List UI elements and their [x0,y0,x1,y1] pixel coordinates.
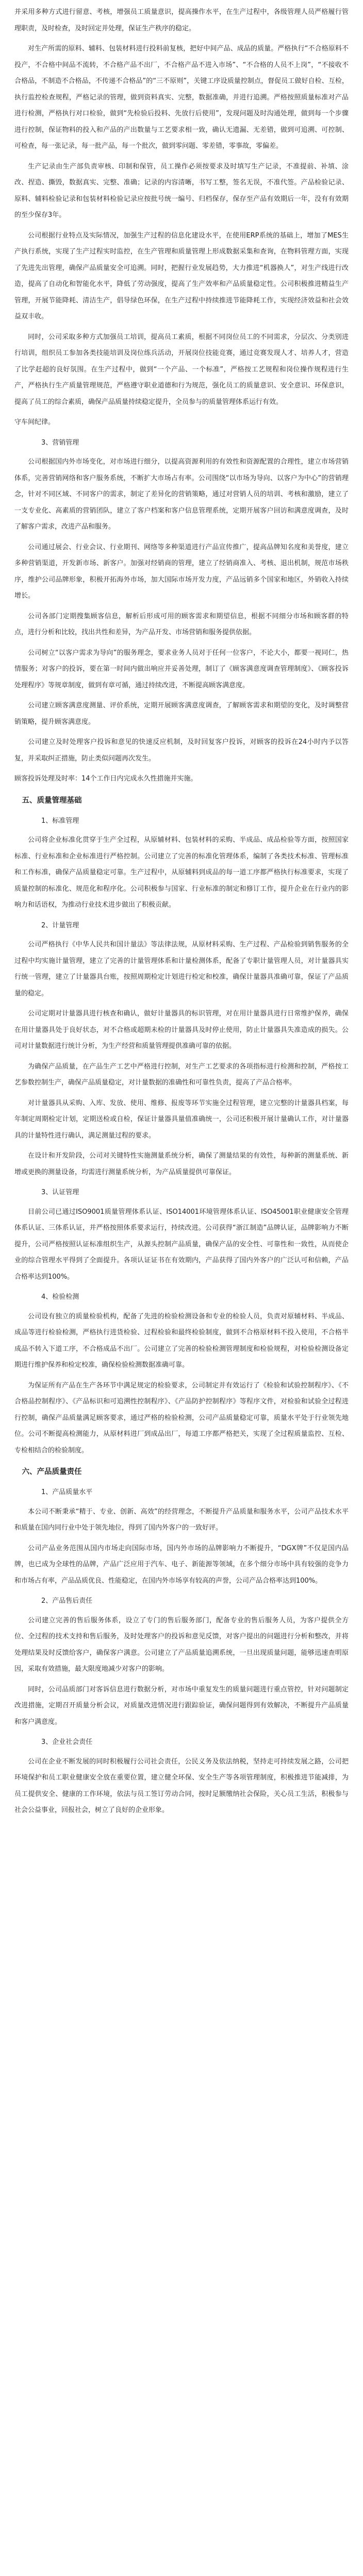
paragraph: 顾客投诉处理及时率：14个工作日内完成永久性措施并实施。 [14,775,197,783]
subsection-heading: 1、标准管理 [41,817,79,825]
subsection-heading: 3、认证管理 [41,1189,79,1196]
paragraph: 公司建立完善的售后服务体系，设立了专门的售后服务部门，配备专业的售后服务人员，为客户提供全方位、全过程的技术支持和售后服务，及时处理客户的投诉和意见反馈，对客户提出的问题进行分析和整改，并将处理结果及时反馈给客户，确保客户满意。公司建立了产品质量追溯系统，一旦出现质量问题，能够迅速查明原因，采取有效措施，最大限度地减少对客户的影响。 [14,1616,349,1673]
paragraph: 同时，公司品质部门对客诉信息进行数据分析，对市场中重复发生的质量问题进行重点管控，针对问题制定改进措施，定期召开质量分析会议，对质量改进情况进行跟踪验证，确保问题得到有效解决，不断提升产品质量和客户满意度。 [14,1685,349,1726]
subsection-heading: 4、检验检测 [41,1293,79,1301]
paragraph: 目前公司已通过ISO9001质量管理体系认证、ISO14001环境管理体系认证、ISO45001职业健康安全管理体系认证、三体系认证，并严格按照体系要求运行，持续改进。公司获得“浙江制造”品牌认证，品牌影响力不断提升，公司严格按照认证标准组织生产，从源头控制产品质量，确保产品的安全性、可靠性和一致性，从而使企业的综合管理水平得到了全面提升。各项认证证书在有效期内，产品获得了国内外客户的广泛认可和信赖，产品合格率达到100%。 [14,1208,349,1281]
paragraph: 公司在企业不断发展的同时积极履行公司社会责任，公民义务及依法纳税，坚持走可持续发展之路，公司把环境保护和员工职业健康安全放在重要位置，建立健全环保、安全生产等各项管理制度，积极推进节能减排，为员工提供安全、健康的工作环境，依法与员工签订劳动合同，按时足额缴纳社会保险，关心员工生活，积极参与社会公益事业，回报社会，树立了良好的企业形象。 [14,1757,349,1814]
paragraph: 公司根据国内外市场变化，对市场进行细分，以提高资源利用的有效性和资源配置的合理性，建立市场营销体系，完善营销网络和客户服务系统，不断扩大市场占有率。公司围绕“以市场为导向、以客户为中心”的营销理念，针对不同区域、不同客户的需求，制定了差异化的营销策略，通过对营销人员的培训、考核和激励，建立了一支专业化、高素质的营销团队，建立了客户档案和客户信息管理系统，定期开展客户回访和满意度调查，及时了解客户需求，改进产品和服务。 [14,458,349,531]
section-heading: 五、质量管理基础 [22,796,82,805]
paragraph: 本公司不断秉承“精于、专业、创新、高效”的经营理念，不断提升产品质量和服务水平，公司产品技术水平和质量在国内同行业中处于领先地位，得到了国内外客户的一致好评。 [14,1507,349,1532]
subsection-heading: 3、企业社会责任 [41,1738,93,1746]
paragraph: 公司树立“以客户需求为导向”的服务理念，要求业务人员对于任何一位客户，不论大小，都要一视同仁，热情服务；对客户的投诉，要在第一时间内做出响应并妥善处理，制订了《顾客满意度调查管理制度》、《顾客投诉处理程序》等规章制度，做到有章可循，通过持续改进，不断提高顾客满意度。 [14,649,349,689]
paragraph: 公司严格执行《中华人民共和国计量法》等法律法规，从原材料采购、生产过程、产品检验到销售服务的全过程中均实施计量管理，建立了完善的计量管理体系和计量检测体系，配备了专职计量管理人员，对计量器具实行统一管理，建立了计量器具台账，按照周期检定计划进行检定和校准，确保计量器具准确可靠，保证了产品质量的稳定。 [14,941,349,997]
paragraph: 公司将企业标准化贯穿于生产全过程，从原辅材料、包装材料的采购、半成品、成品检验等方面，按照国家标准、行业标准和企业标准进行严格控制。公司建立了完善的标准化管理体系，编制了各类技术标准、管理标准和工作标准，确保产品质量稳定可靠。生产过程中，从原辅料到成品的每一道工序都严格执行标准要求，实现了质量控制的标准化、规范化和程序化。公司积极参与国家、行业标准的制定和修订工作，提升企业在行业内的影响力和话语权，为推动行业技术进步做出了积极贡献。 [14,836,349,909]
paragraph: 公司根据行业特点及实际情况，加强生产过程的信息化建设水平，在使用ERP系统的基础上，增加了MES生产执行系统，实现了生产过程实时监控，在生产管理和质量管理上形成数据采集和查询，在物料管理方面，实现了先进先出管理，确保产品质量安全可追溯。同时，把握行业发展趋势，大力推进“机器换人”，对生产线进行改造，提高了自动化和智能化水平，降低了劳动强度，提高了生产效率和产品质量稳定性。公司积极推进精益生产管理，开展节能降耗、清洁生产，倡导绿色环保，在生产过程中持续推进节能降耗工作，实现经济效益和社会效益双丰收。 [14,231,349,320]
paragraph: 公司通过展会、行业会议、行业期刊、网络等多种渠道进行产品宣传推广，提高品牌知名度和美誉度，建立多种营销渠道，开发新市场、新客户。加强对经销商的管理，建立了经销商准入、考核、退出机制，规范市场秩序，维护公司品牌形象，积极开拓海外市场，加大国际市场开发力度，产品远销多个国家和地区，外销收入持续增长。 [14,543,349,600]
paragraph: 对计量器具从采购、入库、发放、使用、维修、报废等环节实施全过程管理，建立完整的计量器具档案，每年制定周期检定计划，定期送检或自检，保证计量器具量值准确统一，公司还积极开展计量确认工作，对计量器具的计量特性进行确认，满足测量过程的要求。 [14,1099,349,1140]
paragraph: 公司建立及时处理客户投诉和意见的快速反应机制，及时回复客户投诉，对顾客的投诉在24小时内予以答复，并采取纠正措施，防止类似问题再次发生。 [14,738,349,762]
subsection-heading: 3、营销管理 [41,438,79,447]
paragraph: 为确保产品质量，在产品生产工艺中严格进行控制，对生产工艺要求的各项指标进行检测和控制，严格按工艺参数控制生产，确保产品质量稳定，对计量数据的准确性和可靠性负责，提高了产品合格率。 [14,1062,349,1087]
paragraph: 同时，公司采取多种方式加强员工培训，提高员工素质，根据不同岗位员工的不同需求，分层次、分类别进行培训，组织员工参加各类技能培训及岗位练兵活动，开展岗位技能竞赛，通过竞赛发现人才、培养人才，营造了比学赶超的良好氛围。在生产过程中，做到“一个产品、一个标准”，严格按工艺规程和岗位操作规程进行生产，严格执行生产质量管理规范，严格遵守职业道德和行为规范，强化员工的质量意识、安全意识、环保意识，提高了员工的综合素质，确保产品质量持续稳定提升，全员参与的质量管理体系运行有效。 [14,333,349,406]
paragraph: 并采用多种方式进行留意、考核，增强员工质量意识，提高操作水平，在生产过程中，各级管理人员严格履行管理职责，及时检查，及时回定并处理，保证生产秩序的稳定。 [14,8,349,32]
paragraph: 对生产所需的原料、辅料、包装材料进行投料前复核，把好中间产品、成品的质量。严格执行“不合格原料不投产，不合格中间品不流转，不合格产品不出厂，不合格产品不进入市场”、“不合格的人员不上岗”，“不接收不合格品，不制造不合格品，不传递不合格品”的“三不原则”，关键工序设质量控制点，督促员工做好自检、互检，执行监控检查规程，严格记录的管理，做到资料真实、完整，数据准确，并进行追溯。严格按照质量标准对产品进行检测，严格执行对口检验，做到“先检验后投料、先放行后使用”，发现问题及时沟通处理，做到每一个步骤进行控制，保证物料的投入和产品的产出数量与工艺要求相一致，确认无遗漏、无差错，做到可追溯、可控制、可检查，每一张记录，每一批产品，每一个批次，做到零问题、零差错，零事故，零偏差。 [14,45,349,150]
subsection-heading: 2、产品售后责任 [41,1597,93,1605]
paragraph: 为保证所有产品在生产各环节中满足规定的检验要求，公司制定并有效运行了《检验和试验控制程序》、《不合格品控制程序》、《产品标识和可追溯性控制程序》、《产品防护控制程序》等程序文件，对检验和试验全过程进行控制，确保产品质量满足顾客要求，通过严格的检验检测，公司产品质量稳定可靠，质量水平处于行业领先地位。公司不断提高检测能力，从原材料进厂到成品出厂，每道工序都严格把关，实现了全过程质量监控、互检、专检相结合的检验制度。 [14,1381,349,1454]
subsection-heading: 1、产品质量水平 [41,1488,93,1496]
paragraph: 在设计和开发阶段，公司对关键特性实施测量系统分析，确保了测量结果的有效性，每种新的测量系统、新增或更换的测量设备，均需进行测量系统分析，为产品质量提供可靠保证。 [14,1152,349,1176]
paragraph: 生产记录由生产部负责审核、印制和保管，员工操作必须按要求及时填写生产记录，不准提前、补填、涂改、捏造、撕毁，数据真实、完整、准确；记录的内容清晰，书写工整，签名无误，不准代签。产品检验记录、原料、辅料检验记录和包装材料检验记录应按批号统一编号、归档保存，保存至产品有效期后一年，没有有效期的至少保存3年。 [14,162,349,219]
paragraph: 公司各部门定期搜集顾客信息，解析后形成可用的顾客需求和期望信息，根据不同细分市场和顾客群的特点，进行分析和比较，找出共性和差异，为产品开发、市场营销和服务提供依据。 [14,612,349,636]
paragraph: 守车间纪律。 [14,418,55,426]
paragraph: 公司定期对计量器具进行核查和确认，做好计量器具的标识管理，对在用计量器具进行日常维护保养，确保在用计量器具处于良好状态，对不合格或超期未检的计量器具及时停止使用，防止计量器具失准造成的损失。公司对计量数据进行统计分析，为生产经营和质量管理提供准确可靠的依据。 [14,1010,349,1050]
section-heading: 六、产品质量责任 [22,1468,82,1476]
paragraph: 公司产品业务范围从国内市场走向国际市场，国内外市场的品牌影响力不断提升，“DGX牌”不仅是国内品牌，也已成为全球性的品牌，产品广泛应用于汽车、电子、新能源等领域，在多个细分市场中具有较强的竞争力和市场占有率，产品品质优良、性能稳定，在国内外市场享有较高的声誉，公司产品合格率达到100%。 [14,1544,349,1585]
paragraph: 公司设有独立的质量检验机构，配备了先进的检验检测设备和专业的检验人员，负责对原辅材料、半成品、成品等进行检验检测，严格执行进货检验、过程检验和最终检验制度，做到不合格原材料不投入使用，不合格半成品不转入下道工序，不合格成品不出厂。公司建立了完善的检验检测管理制度和检验规程，对检验检测设备定期进行维护保养和检定校准，确保检验检测数据准确可靠。 [14,1312,349,1369]
paragraph: 公司建立顾客满意度测量、评价系统，定期开展顾客满意度调查，了解顾客需求和期望的变化，及时调整营销策略，提升顾客满意度。 [14,702,349,726]
subsection-heading: 2、计量管理 [41,921,79,929]
